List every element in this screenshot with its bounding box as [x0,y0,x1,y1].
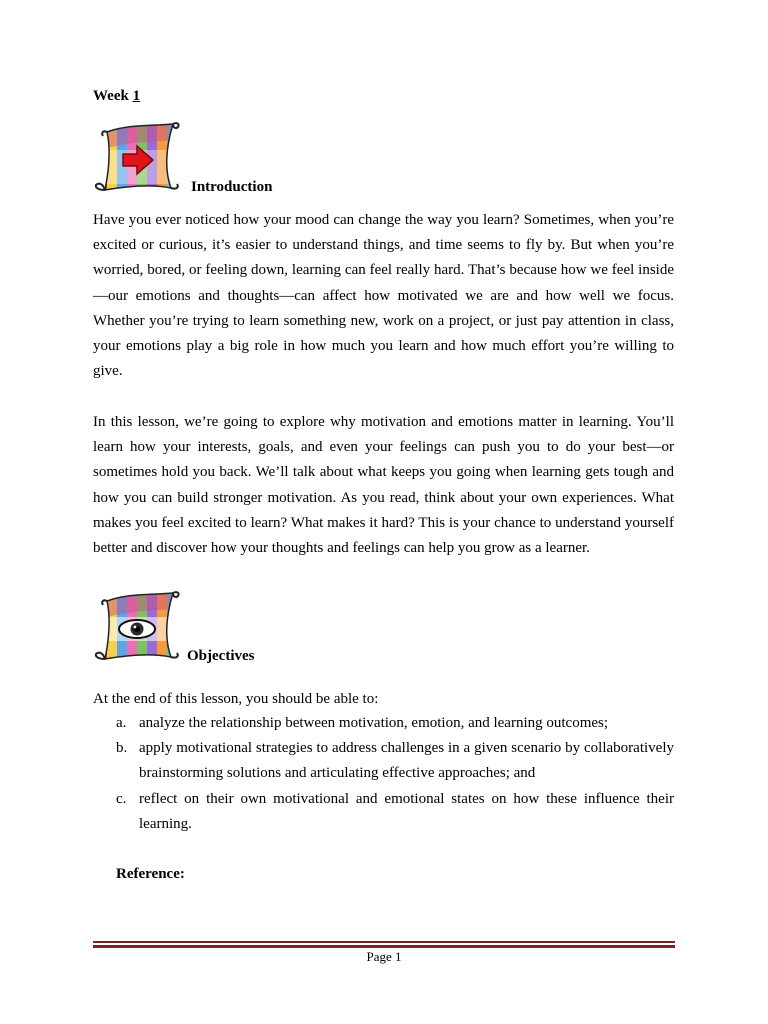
footer-divider-thick [93,945,675,948]
list-item-text: apply motivational strategies to address challenges in a given scenario by collaboratively brainstorming solutions and articulating effective approaches; and [139,740,674,782]
week-label [93,88,140,105]
page-number: Page 1 [366,949,402,964]
objectives-list [93,711,674,837]
introduction-heading: Introduction [191,179,273,195]
list-item [93,736,674,786]
week-word: Week [93,88,129,104]
list-item-letter: b. [116,740,128,757]
list-item-text: reflect on their own motivational and emotional states on how these influence their learning. [139,790,674,832]
objectives-intro: At the end of this lesson, you should be able to: [93,691,379,707]
intro-paragraph-1: Have you ever noticed how your mood can change the way you learn? Sometimes, when you’re excited or curious, it’s easier to understand things, and time seems to fly by. But when you’re worried, bored, or feeling down, learning can feel really hard. That’s because how we feel inside—our emotions and thoughts—can affect how motivated we are and how well we focus. Whether you’re trying to learn something new, work on a project, or just pay attention in class, your emotions play a big role in how much you learn and how much effort you’re willing to give. [93,212,674,380]
footer-divider [93,941,675,943]
list-item [93,787,674,837]
list-item [93,711,674,736]
objectives-heading: Objectives [187,648,255,664]
reference-heading: Reference: [116,866,185,882]
arrow-flag-icon [93,120,183,194]
list-item-text: analyze the relationship between motivation, emotion, and learning outcomes; [139,715,609,731]
eye-flag-icon [93,589,183,663]
week-number: 1 [132,88,141,104]
list-item-letter: c. [116,790,127,807]
intro-paragraph-2: In this lesson, we’re going to explore why motivation and emotions matter in learning. You’ll learn how your interests, goals, and even your feelings can push you to do your best—or sometimes hold you back. We’ll talk about what keeps you going when learning gets tough and how you can build stronger motivation. As you read, think about your own experiences. What makes you feel excited to learn? What makes it hard? This is your chance to understand yourself better and discover how your thoughts and feelings can help you grow as a learner. [93,414,674,557]
list-item-letter: a. [116,715,127,731]
